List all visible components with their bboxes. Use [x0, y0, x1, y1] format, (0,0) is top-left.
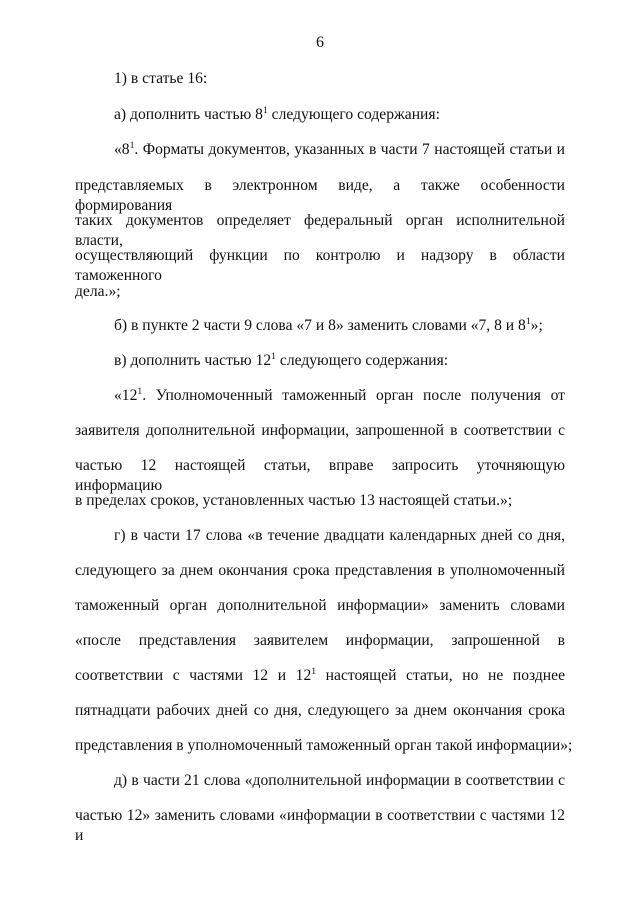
text-line	[75, 561, 565, 581]
text-run: соответствии с частями 12 и 12	[75, 667, 312, 684]
superscript: 1	[262, 105, 268, 117]
text-run: следующего содержания:	[267, 106, 440, 123]
text-run: осуществляющий функции по контролю и надзору в области таможенного	[75, 247, 565, 284]
superscript: 1	[271, 351, 276, 363]
text-run: частью 12» заменить словами «информации в соответствии с частями 12 и	[75, 807, 565, 844]
text-line	[114, 140, 565, 160]
superscript: 1	[129, 140, 135, 152]
text-run: частью 12 настоящей статьи, вправе запросить уточняющую информацию	[75, 457, 565, 494]
text-run: в пределах сроков, установленных частью 13 настоящей статьи.»;	[75, 492, 513, 509]
text-run: таких документов определяет федеральный орган исполнительной власти,	[75, 212, 565, 249]
text-line	[114, 105, 565, 125]
text-line	[75, 456, 565, 496]
text-run: 1) в статье 16:	[114, 70, 208, 87]
text-run: заявителя дополнительной информации, запрошенной в соответствии с	[75, 422, 565, 439]
text-line	[114, 771, 565, 791]
text-line	[75, 421, 565, 441]
text-run: . Форматы документов, указанных в части 7 настоящей статьи и	[134, 141, 565, 158]
text-line	[75, 246, 565, 286]
text-line	[114, 386, 565, 406]
text-run: в) дополнить частью 12	[114, 352, 272, 369]
page-number: 6	[316, 34, 324, 51]
text-run: дела.»;	[75, 283, 121, 300]
text-line	[75, 596, 565, 616]
text-run: следующего за днем окончания срока представления в уполномоченный	[75, 562, 565, 579]
text-line	[75, 806, 565, 846]
text-run: . Уполномоченный таможенный орган после получения от	[142, 387, 565, 404]
text-line	[75, 282, 565, 302]
text-run: «8	[114, 141, 130, 158]
text-line	[75, 211, 565, 251]
superscript: 1	[311, 666, 317, 678]
text-run: «после представления заявителем информации, запрошенной в	[75, 632, 565, 649]
text-run: представления в уполномоченный таможенный орган такой информации»;	[75, 737, 573, 754]
text-run: »;	[530, 317, 543, 334]
text-run: следующего содержания:	[276, 352, 449, 369]
text-line	[75, 176, 565, 216]
text-line	[114, 351, 565, 371]
text-run: таможенный орган дополнительной информации» заменить словами	[75, 597, 565, 614]
text-line	[114, 69, 565, 89]
text-run: б) в пункте 2 части 9 слова «7 и 8» заменить словами «7, 8 и 8	[114, 317, 526, 334]
superscript: 1	[525, 316, 531, 328]
text-run: а) дополнить частью 8	[114, 106, 263, 123]
text-line	[75, 631, 565, 651]
text-run: пятнадцати рабочих дней со дня, следующего за днем окончания срока	[75, 702, 565, 719]
superscript: 1	[137, 386, 143, 398]
text-run: «12	[114, 387, 138, 404]
text-line	[75, 666, 565, 686]
text-line	[75, 491, 565, 511]
text-run: представляемых в электронном виде, а также особенности формирования	[75, 177, 565, 214]
text-line	[114, 316, 565, 336]
text-run: г) в части 17 слова «в течение двадцати календарных дней со дня,	[114, 527, 565, 544]
text-line	[114, 526, 565, 546]
text-line	[75, 701, 565, 721]
text-run: настоящей статьи, но не позднее	[316, 667, 565, 684]
text-run: д) в части 21 слова «дополнительной информации в соответствии с	[114, 772, 565, 789]
text-line	[75, 736, 573, 756]
